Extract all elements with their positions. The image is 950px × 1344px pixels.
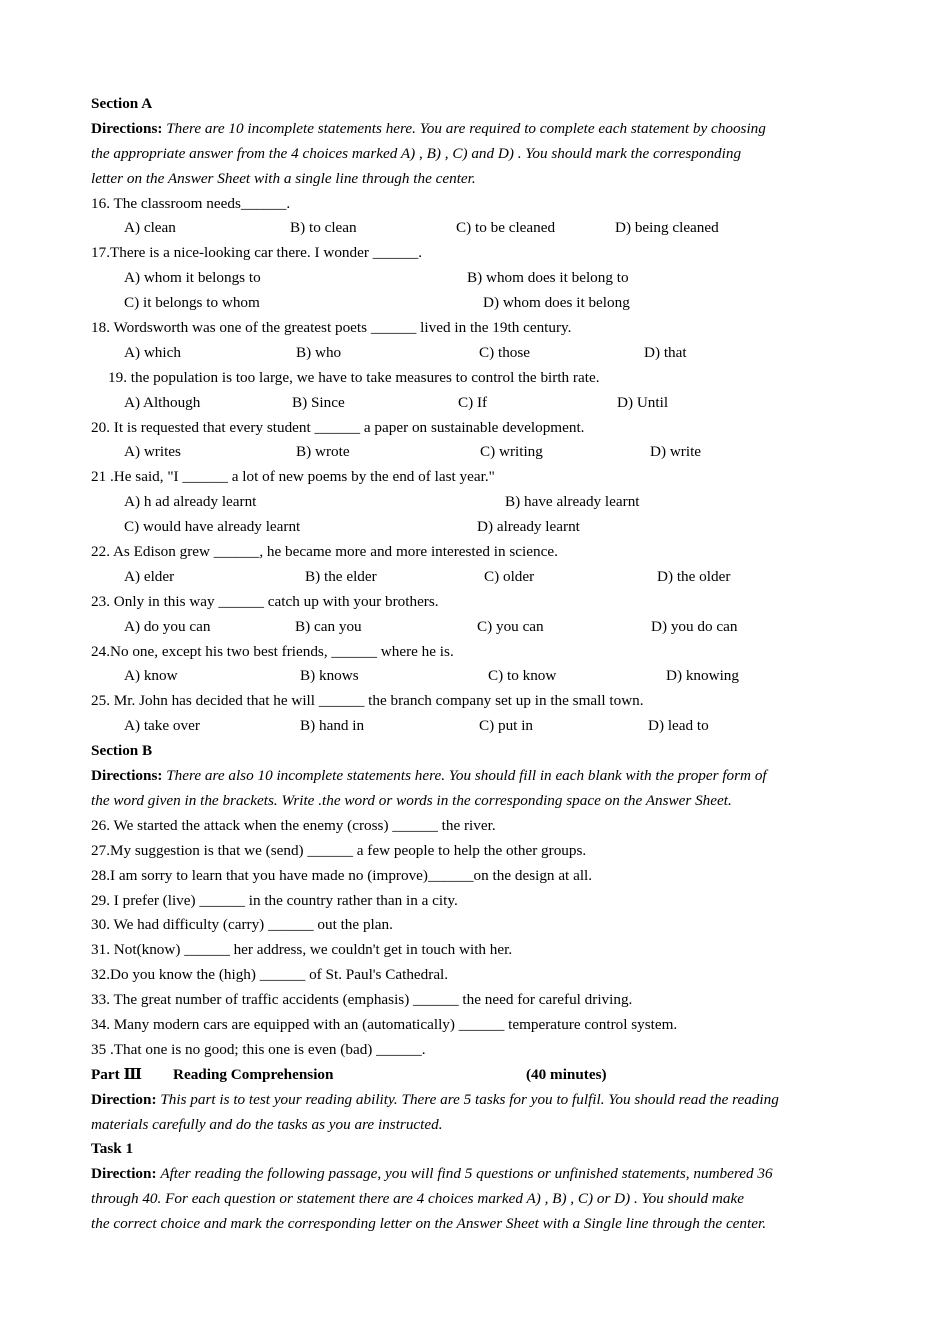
- option-b: B) can you: [295, 617, 362, 635]
- option-c: C) would have already learnt: [124, 518, 301, 536]
- question-24: 24.No one, except his two best friends, ______ where he is.: [91, 642, 454, 660]
- option-a: A) Although: [124, 393, 201, 411]
- option-b: B) whom does it belong to: [467, 269, 629, 287]
- options-21b: [91, 515, 871, 540]
- option-d: D) already learnt: [477, 518, 580, 536]
- option-a: A) clean: [124, 219, 176, 237]
- option-b: B) who: [296, 343, 342, 361]
- options-18: [91, 341, 871, 366]
- option-c: C) to know: [488, 667, 557, 685]
- item-35: 35 .That one is no good; this one is even (bad) ______.: [91, 1040, 426, 1058]
- option-b: B) to clean: [290, 219, 357, 237]
- option-d: D) the older: [657, 567, 731, 585]
- options-24: [91, 664, 871, 689]
- options-16: [91, 216, 871, 241]
- option-d: D) Until: [617, 393, 669, 411]
- question-23: 23. Only in this way ______ catch up with your brothers.: [91, 592, 439, 610]
- directions-text: the correct choice and mark the corresponding letter on the Answer Sheet with a Single line through the center.: [91, 1215, 767, 1233]
- options-22: [91, 565, 871, 590]
- option-a: A) know: [124, 667, 178, 685]
- directions-text: After reading the following passage, you will find 5 questions or unfinished statements, numbered 36: [160, 1165, 773, 1183]
- question-18: 18. Wordsworth was one of the greatest poets ______ lived in the 19th century.: [91, 319, 572, 337]
- option-b: B) knows: [300, 667, 359, 685]
- option-b: B) Since: [292, 393, 345, 411]
- directions-text: materials carefully and do the tasks as you are instructed.: [91, 1115, 443, 1133]
- option-b: B) have already learnt: [505, 493, 640, 511]
- item-31: 31. Not(know) ______ her address, we couldn't get in touch with her.: [91, 941, 513, 959]
- option-c: C) you can: [477, 617, 544, 635]
- options-20: [91, 440, 871, 465]
- section-a-directions: [91, 117, 871, 142]
- question-21: 21 .He said, "I ______ a lot of new poems by the end of last year.": [91, 468, 495, 486]
- option-d: D) lead to: [648, 717, 709, 735]
- option-c: C) older: [484, 567, 535, 585]
- directions-label: Directions:: [91, 767, 163, 785]
- options-17a: [91, 266, 871, 291]
- option-d: D) knowing: [666, 667, 739, 685]
- option-a: A) writes: [124, 443, 181, 461]
- option-c: C) to be cleaned: [456, 219, 556, 237]
- options-25: [91, 714, 871, 739]
- option-d: D) whom does it belong: [483, 294, 630, 312]
- option-a: A) which: [124, 343, 181, 361]
- part-3-heading: [91, 1063, 871, 1088]
- directions-label: Direction:: [91, 1090, 157, 1108]
- options-21a: [91, 490, 871, 515]
- task-1-heading: Task 1: [91, 1140, 134, 1158]
- directions-label: Direction:: [91, 1165, 157, 1183]
- option-d: D) that: [644, 343, 687, 361]
- option-c: C) it belongs to whom: [124, 294, 260, 312]
- option-a: A) elder: [124, 567, 175, 585]
- item-26: 26. We started the attack when the enemy (cross) ______ the river.: [91, 816, 496, 834]
- directions-text: the appropriate answer from the 4 choices marked A) , B) , C) and D) . You should mark the corresponding: [91, 144, 742, 162]
- item-28: 28.I am sorry to learn that you have made no (improve)______on the design at all.: [91, 866, 593, 884]
- option-d: D) being cleaned: [615, 219, 719, 237]
- directions-text: This part is to test your reading ability. There are 5 tasks for you to fulfil. You should read the reading: [160, 1090, 779, 1108]
- question-16: 16. The classroom needs______.: [91, 194, 291, 212]
- question-17: 17.There is a nice-looking car there. I wonder ______.: [91, 244, 423, 262]
- directions-text: There are 10 incomplete statements here. You are required to complete each statement by choosing: [166, 119, 766, 137]
- options-17b: [91, 291, 871, 316]
- question-19: 19. the population is too large, we have to take measures to control the birth rate.: [108, 368, 600, 386]
- task-1-directions: [91, 1162, 871, 1187]
- directions-text: through 40. For each question or statement there are 4 choices marked A) , B) , C) or D) . You should make: [91, 1190, 744, 1208]
- option-a: A) h ad already learnt: [124, 493, 257, 511]
- section-b-heading: Section B: [91, 742, 153, 760]
- question-25: 25. Mr. John has decided that he will ______ the branch company set up in the small town.: [91, 692, 644, 710]
- part-label: Part Ⅲ: [91, 1065, 142, 1083]
- option-a: A) whom it belongs to: [124, 269, 261, 287]
- exam-page: [91, 92, 871, 1237]
- directions-text: the word given in the brackets. Write .the word or words in the corresponding space on the Answer Sheet.: [91, 791, 732, 809]
- option-b: B) the elder: [305, 567, 377, 585]
- section-b-directions: [91, 764, 871, 789]
- directions-text: letter on the Answer Sheet with a single line through the center.: [91, 169, 476, 187]
- option-d: D) write: [650, 443, 702, 461]
- question-20: 20. It is requested that every student ______ a paper on sustainable development.: [91, 418, 585, 436]
- part-time: (40 minutes): [526, 1065, 607, 1083]
- option-b: B) wrote: [296, 443, 350, 461]
- option-c: C) those: [479, 343, 531, 361]
- question-22: 22. As Edison grew ______, he became more and more interested in science.: [91, 543, 558, 561]
- option-b: B) hand in: [300, 717, 365, 735]
- part-3-directions: [91, 1088, 871, 1113]
- part-title: Reading Comprehension: [173, 1065, 334, 1083]
- options-19: [91, 391, 871, 416]
- item-34: 34. Many modern cars are equipped with an (automatically) ______ temperature control system.: [91, 1015, 678, 1033]
- directions-text: There are also 10 incomplete statements here. You should fill in each blank with the proper form of: [166, 767, 767, 785]
- directions-label: Directions:: [91, 119, 163, 137]
- option-d: D) you do can: [651, 617, 738, 635]
- item-32: 32.Do you know the (high) ______ of St. Paul's Cathedral.: [91, 966, 449, 984]
- item-33: 33. The great number of traffic accidents (emphasis) ______ the need for careful driving.: [91, 991, 633, 1009]
- section-a-heading: Section A: [91, 95, 153, 112]
- item-30: 30. We had difficulty (carry) ______ out the plan.: [91, 916, 393, 934]
- option-c: C) writing: [480, 443, 543, 461]
- option-c: C) put in: [479, 717, 534, 735]
- item-27: 27.My suggestion is that we (send) ______ a few people to help the other groups.: [91, 841, 587, 859]
- item-29: 29. I prefer (live) ______ in the country rather than in a city.: [91, 891, 458, 909]
- option-c: C) If: [458, 393, 488, 411]
- option-a: A) do you can: [124, 617, 211, 635]
- options-23: [91, 615, 871, 640]
- option-a: A) take over: [124, 717, 200, 735]
